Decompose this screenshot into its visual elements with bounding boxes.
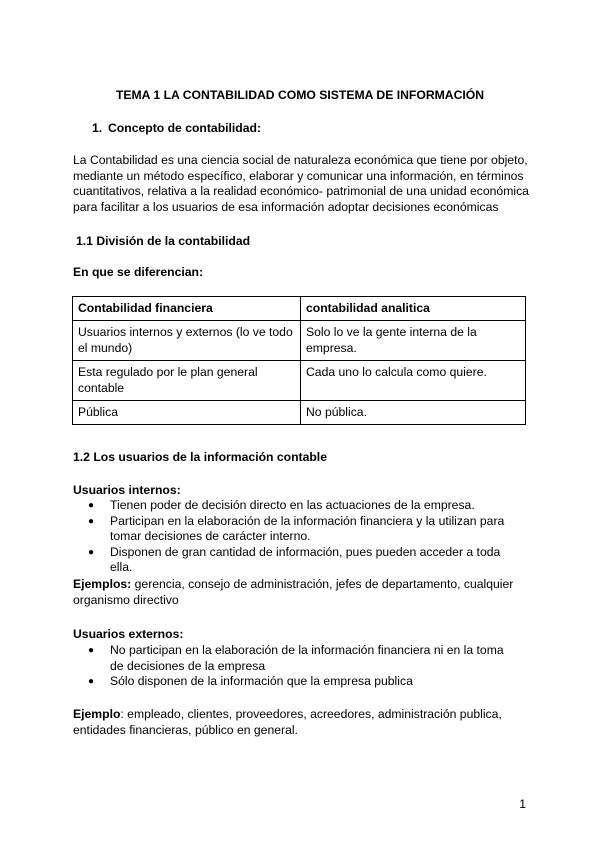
bullet-icon: ● — [88, 676, 95, 687]
bullet-icon: ● — [88, 645, 95, 656]
table-cell: Cada uno lo calcula como quiere. — [301, 361, 526, 401]
list-item: ● Sólo disponen de la información que la empresa publica — [88, 674, 413, 688]
section-1-heading: Concepto de contabilidad: — [108, 121, 262, 135]
internal-examples-paragraph — [73, 577, 533, 608]
table-cell: No pública. — [301, 401, 526, 425]
table-cell: Esta regulado por le plan general contable — [73, 361, 301, 401]
table-row — [73, 361, 526, 401]
definition-paragraph: La Contabilidad es una ciencia social de naturaleza económica que tiene por objeto, mediante un método específico, elaborar y comunicar una información, en términos cuantitativos, relativa a la realidad económico- patrimonial de una unidad económica para facilitar a los usuarios de esa información adoptar decisiones económicas — [73, 153, 529, 214]
external-examples-paragraph — [73, 707, 533, 738]
table-row — [73, 321, 526, 361]
table-header-cell: contabilidad analitica — [301, 297, 526, 321]
table-header-row — [73, 297, 526, 321]
table-cell: Pública — [73, 401, 301, 425]
examples-label: Ejemplos: — [73, 577, 132, 591]
example-text: : empleado, clientes, proveedores, acreedores, administración publica, entidades financieras, público en general. — [73, 707, 502, 737]
table-row — [73, 401, 526, 425]
list-item: ● Participan en la elaboración de la información financiera y la utilizan para tomar decisiones de carácter interno. — [88, 513, 505, 543]
section-1-1-heading: 1.1 División de la contabilidad — [76, 234, 251, 248]
internal-users-label: Usuarios internos: — [73, 483, 181, 497]
differences-subheading: En que se diferencian: — [73, 265, 204, 279]
internal-users-list — [88, 498, 518, 576]
external-users-label: Usuarios externos: — [73, 627, 184, 641]
table-cell: Solo lo ve la gente interna de la empresa. — [301, 321, 526, 361]
table-header-cell: Contabilidad financiera — [73, 297, 301, 321]
bullet-icon: ● — [88, 515, 95, 527]
list-item: ● No participan en la elaboración de la información financiera ni en la toma de decisiones de la empresa — [88, 643, 504, 673]
section-1-2-heading: 1.2 Los usuarios de la información contable — [73, 450, 327, 464]
examples-text: gerencia, consejo de administración, jefes de departamento, cualquier organismo directivo — [73, 577, 514, 607]
page-number: 1 — [519, 797, 526, 811]
section-1-number: 1. — [92, 121, 103, 135]
comparison-table — [72, 296, 526, 425]
external-users-list — [88, 643, 518, 690]
list-item: ● Disponen de gran cantidad de información, pues pueden acceder a toda ella. — [88, 544, 501, 574]
page-title: TEMA 1 LA CONTABILIDAD COMO SISTEMA DE INFORMACIÓN — [115, 88, 485, 102]
list-item: ● Tienen poder de decisión directo en las actuaciones de la empresa. — [88, 498, 475, 512]
bullet-icon: ● — [88, 546, 95, 558]
example-label: Ejemplo — [73, 707, 121, 721]
table-cell: Usuarios internos y externos (lo ve todo el mundo) — [73, 321, 301, 361]
bullet-icon: ● — [88, 500, 95, 511]
